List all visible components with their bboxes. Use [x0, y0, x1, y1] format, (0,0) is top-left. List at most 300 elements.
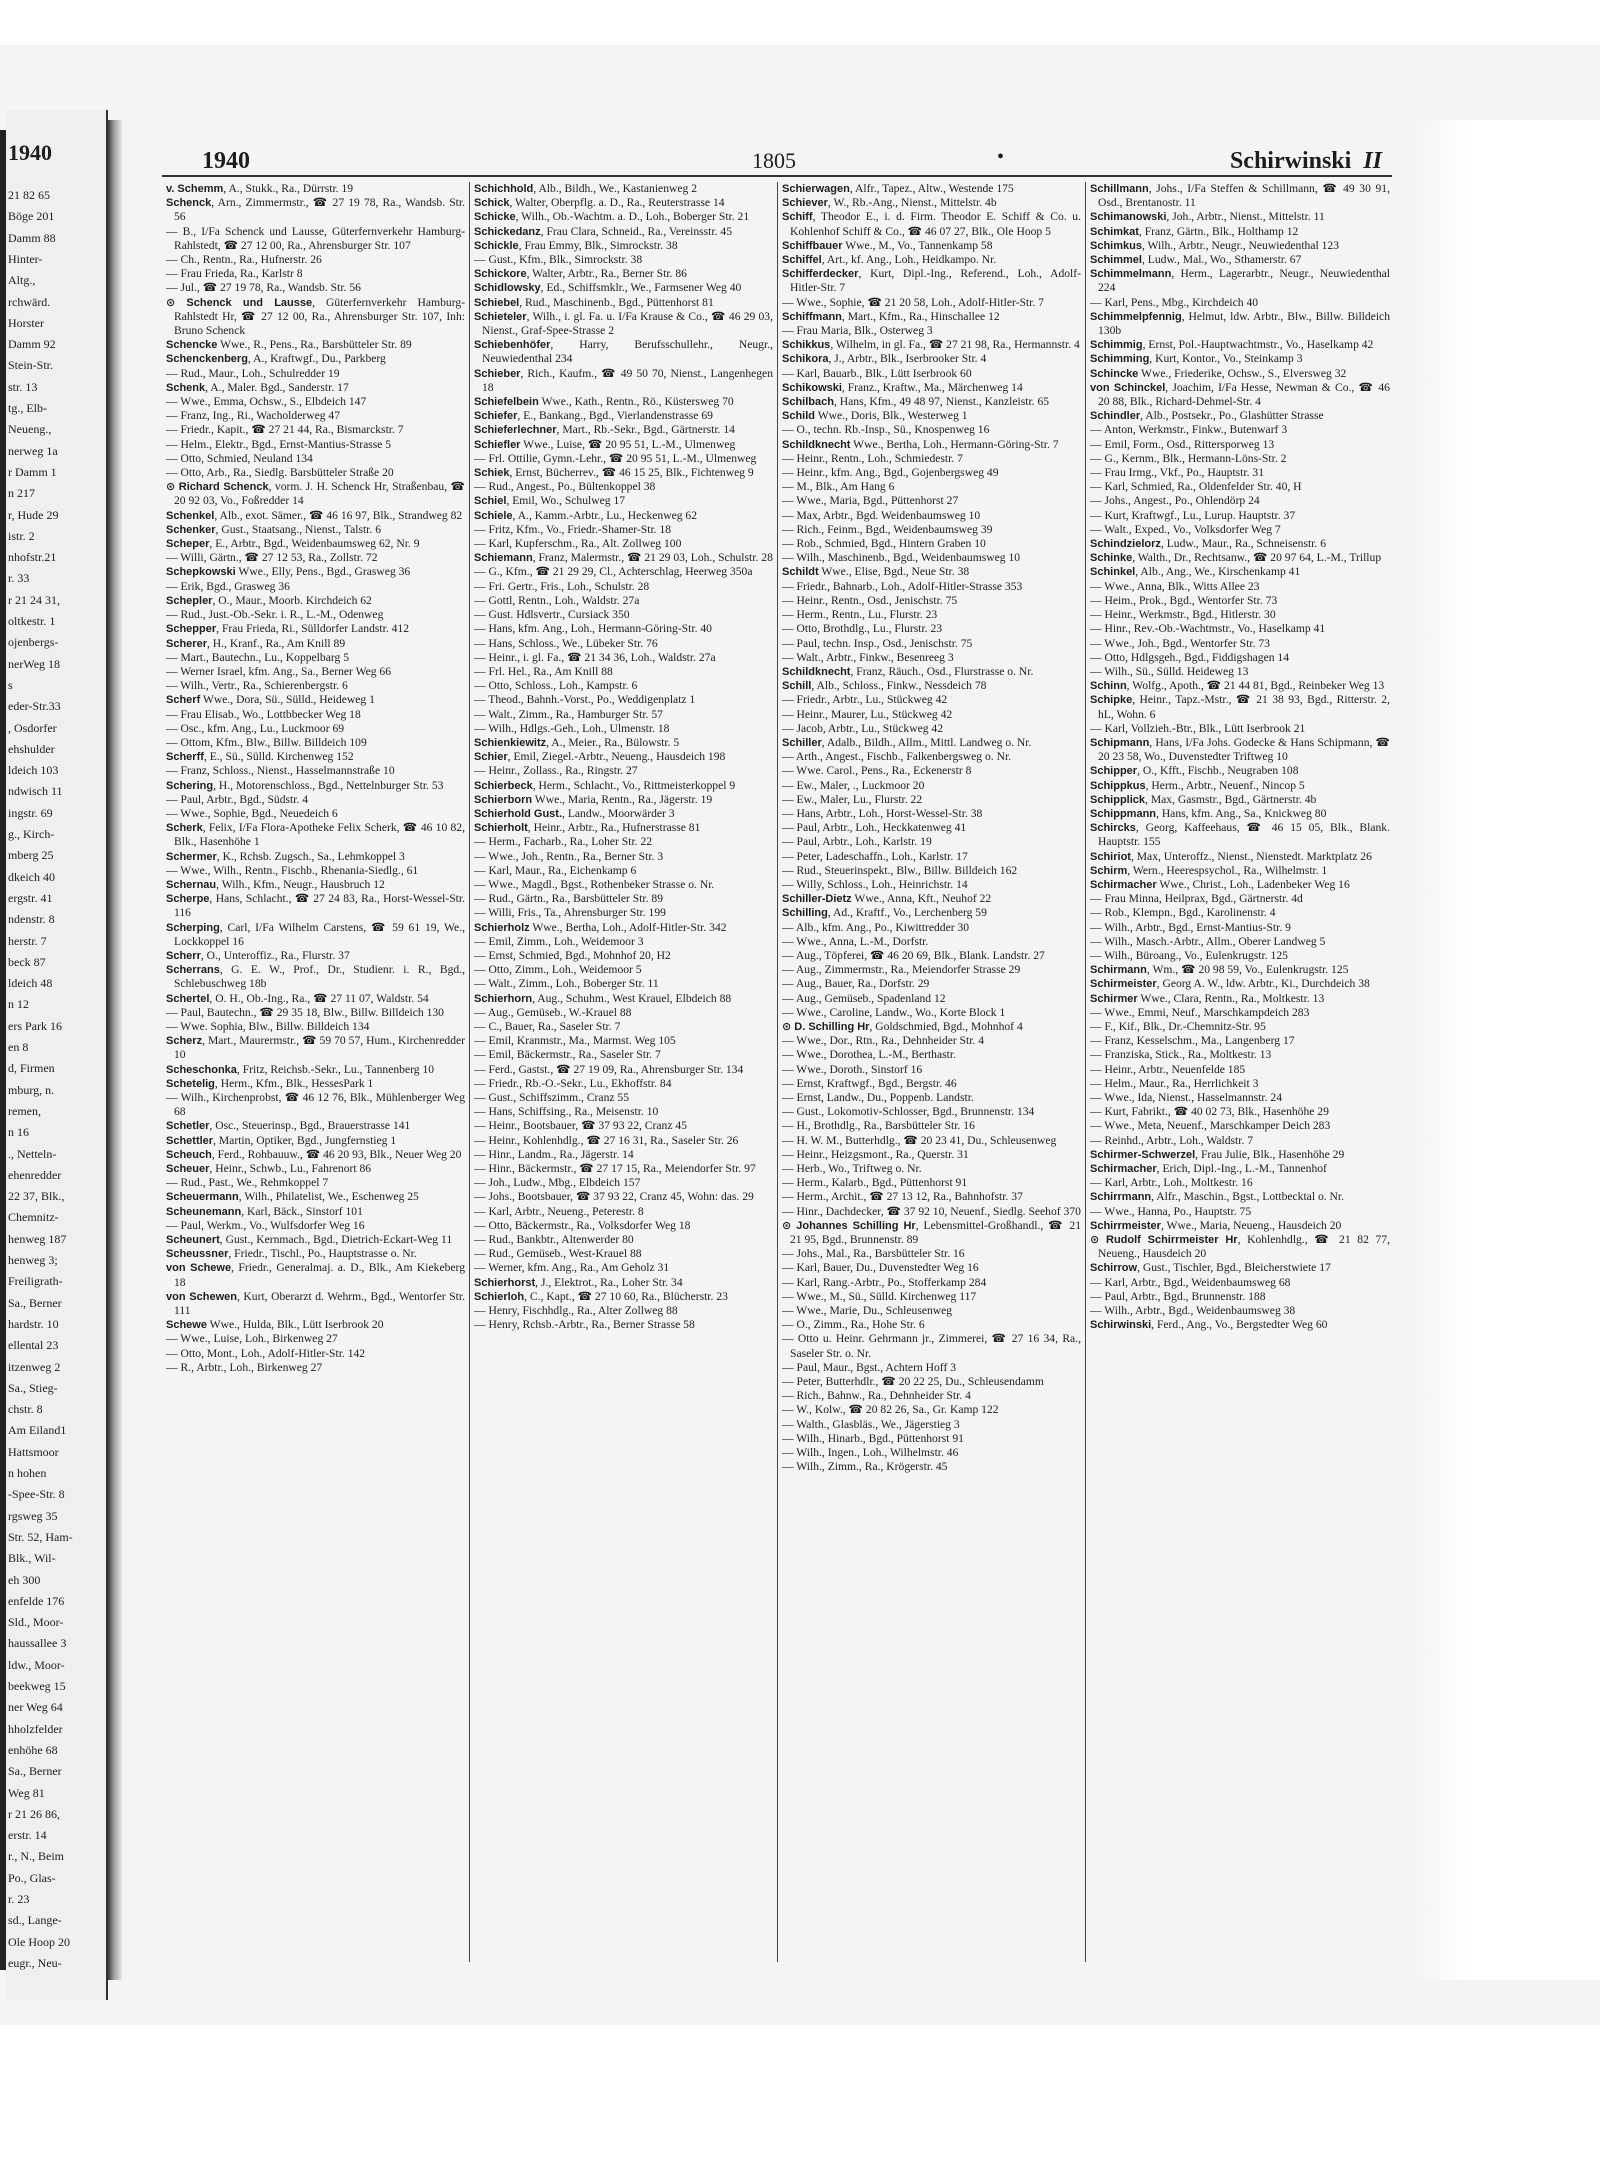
directory-entry: Schenkel, Alb., exot. Sämer., ☎ 46 16 97, Blk., Strandweg 82: [166, 508, 463, 522]
left-page-line: eh 300: [8, 1572, 41, 1587]
left-page-line: hardstr. 10: [8, 1316, 59, 1331]
directory-entry: ⊙ Rudolf Schirrmeister Hr, Kohlenhdlg., ☎ 21 82 77, Neueng., Hausdeich 20: [1090, 1233, 1390, 1261]
left-page-line: dkeich 40: [8, 869, 55, 884]
left-page-line: ., Netteln-: [8, 1146, 57, 1161]
directory-entry: — Wwe., Dorothea, L.-M., Berthastr.: [782, 1048, 956, 1062]
directory-entry: — Wwe., Dor., Rtn., Ra., Dehnheider Str. 4: [782, 1034, 985, 1048]
directory-entry: — Wwe., Magdl., Bgst., Rothenbeker Strasse o. Nr.: [474, 877, 715, 891]
left-page-line: ellental 23: [8, 1338, 59, 1353]
directory-entry: — Ottom, Kfm., Blw., Billw. Billdeich 109: [166, 735, 367, 749]
left-page-line: eugr., Neu-: [8, 1955, 62, 1970]
left-page-line: nerweg 1a: [8, 443, 58, 458]
directory-entry: Schiek, Ernst, Bücherrev., ☎ 46 15 25, Blk., Fichtenweg 9: [474, 466, 754, 480]
directory-entry: — Paul, Arbtr., Loh., Karlstr. 19: [782, 835, 932, 849]
directory-entry: Schild Wwe., Doris, Blk., Westerweg 1: [782, 409, 968, 423]
directory-entry: — Friedr., Kapit., ☎ 27 21 44, Ra., Bismarckstr. 7: [166, 423, 404, 437]
directory-entry: Scherer, H., Kranf., Ra., Am Knill 89: [166, 636, 346, 650]
left-page-line: hholzfelder: [8, 1721, 63, 1736]
directory-entry: ⊙ Richard Schenck, vorm. J. H. Schenck Hr, Straßenbau, ☎ 20 92 03, Vo., Foßredder 14: [166, 480, 465, 508]
directory-entry: — Karl, Arbtr., Neueng., Peterestr. 8: [474, 1204, 644, 1218]
left-page-line: , Osdorfer: [8, 720, 57, 735]
directory-entry: Schiffbauer Wwe., M., Vo., Tannenkamp 58: [782, 238, 993, 252]
directory-entry: — Jacob, Arbtr., Lu., Stückweg 42: [782, 721, 944, 735]
directory-entry: Scherpe, Hans, Schlacht., ☎ 27 24 83, Ra., Horst-Wessel-Str. 116: [166, 892, 465, 920]
left-page-line: ingstr. 69: [8, 805, 53, 820]
left-page-line: mberg 25: [8, 848, 54, 863]
directory-entry: — Wwe., Sophie, Bgd., Neuedeich 6: [166, 806, 338, 820]
directory-entry: — Heim., Prok., Bgd., Wentorfer Str. 73: [1090, 593, 1278, 607]
directory-entry: Scherz, Mart., Maurermstr., ☎ 59 70 57, Hum., Kirchenredder 10: [166, 1034, 465, 1062]
left-page-line: n 217: [8, 486, 35, 501]
directory-entry: Schimanowski, Joh., Arbtr., Nienst., Mittelstr. 11: [1090, 210, 1325, 224]
directory-entry: Scherping, Carl, I/Fa Wilhelm Carstens, ☎ 59 61 19, We., Lockkoppel 16: [166, 920, 465, 948]
directory-entry: — Hinr., Rev.-Ob.-Wachtmstr., Vo., Haselkamp 41: [1090, 622, 1326, 636]
directory-entry: — G., Kfm., ☎ 21 29 29, Cl., Achterschlag, Heerweg 350a: [474, 565, 753, 579]
directory-entry: Schikowski, Franz., Kraftw., Ma., Märchenweg 14: [782, 380, 1023, 394]
directory-entry: — Aug., Zimmermstr., Ra., Meiendorfer Strasse 29: [782, 963, 1021, 977]
left-page-line: haussallee 3: [8, 1636, 67, 1651]
left-page-line: Hattsmoor: [8, 1444, 59, 1459]
directory-entry: — Wilh., Ingen., Loh., Wilhelmstr. 46: [782, 1446, 959, 1460]
left-page-line: rchwärd.: [8, 294, 51, 309]
directory-entry: Scherff, E., Sü., Sülld. Kirchenweg 152: [166, 750, 354, 764]
directory-entry: Schieferlechner, Mart., Rb.-Sekr., Bgd., Gärtnerstr. 14: [474, 423, 735, 437]
directory-entry: Schippmann, Hans, kfm. Ang., Sa., Knickweg 80: [1090, 806, 1327, 820]
directory-entry: — Friedr., Bahnarb., Loh., Adolf-Hitler-Strasse 353: [782, 579, 1023, 593]
directory-entry: — Reinhd., Arbtr., Loh., Waldstr. 7: [1090, 1133, 1254, 1147]
directory-entry: — Wwe., Marie, Du., Schleusenweg: [782, 1304, 953, 1318]
directory-entry: — Rich., Bahnw., Ra., Dehnheider Str. 4: [782, 1389, 971, 1403]
directory-entry: Schewe Wwe., Hulda, Blk., Lütt Iserbrook 20: [166, 1318, 384, 1332]
left-page-line: ehenredder: [8, 1167, 62, 1182]
directory-entry: — Heinr., Rentn., Loh., Schmiedestr. 7: [782, 451, 963, 465]
directory-entry: Schertel, O. H., Ob.-Ing., Ra., ☎ 27 11 07, Waldstr. 54: [166, 991, 429, 1005]
directory-entry: Schimkat, Franz, Gärtn., Blk., Holthamp 12: [1090, 224, 1299, 238]
directory-entry: — Franz, Kesselschm., Ma., Langenberg 17: [1090, 1034, 1295, 1048]
left-page-line: Ole Hoop 20: [8, 1934, 70, 1949]
directory-entry: — Paul, Arbtr., Loh., Heckkatenweg 41: [782, 821, 967, 835]
directory-entry: — Wwe., Sophie, ☎ 21 20 58, Loh., Adolf-Hitler-Str. 7: [782, 295, 1044, 309]
directory-entry: Scheschonka, Fritz, Reichsb.-Sekr., Lu., Tannenberg 10: [166, 1062, 435, 1076]
directory-entry: — Walt., Exped., Vo., Volksdorfer Weg 7: [1090, 522, 1281, 536]
directory-entry: — Otto, Schloss., Loh., Kampstr. 6: [474, 679, 638, 693]
directory-entry: — Friedr., Rb.-O.-Sekr., Lu., Ekhoffstr. 84: [474, 1076, 672, 1090]
directory-entry: Schepler, O., Maur., Moorb. Kirchdeich 62: [166, 593, 372, 607]
directory-entry: Schipplick, Max, Gasmstr., Bgd., Gärtnerstr. 4b: [1090, 792, 1317, 806]
header-mark: •: [997, 146, 1005, 168]
directory-entry: — Wwe. Carol., Pens., Ra., Eckenerstr 8: [782, 764, 972, 778]
directory-entry: — Franz, Ing., Ri., Wacholderweg 47: [166, 409, 341, 423]
directory-entry: Scheunert, Gust., Kernmach., Bgd., Dietrich-Eckart-Weg 11: [166, 1233, 453, 1247]
directory-entry: — Paul, Bautechn., ☎ 29 35 18, Blw., Billw. Billdeich 130: [166, 1005, 444, 1019]
directory-entry: Schierloh, C., Kapt., ☎ 27 10 60, Ra., Blücherstr. 23: [474, 1289, 728, 1303]
directory-entry: Schindzielorz, Ludw., Maur., Ra., Schneisenstr. 6: [1090, 537, 1326, 551]
left-page-line: Damm 88: [8, 230, 56, 245]
left-page-line: Neueng.,: [8, 422, 52, 437]
directory-entry: — Rob., Schmied, Bgd., Hintern Graben 10: [782, 537, 986, 551]
directory-entry: — Wilh., Sü., Sülld. Heideweg 13: [1090, 664, 1249, 678]
directory-entry: — Rud., Gärtn., Ra., Barsbütteler Str. 89: [474, 892, 664, 906]
directory-entry: — Karl, Arbtr., Loh., Moltkestr. 16: [1090, 1176, 1253, 1190]
directory-entry: — Herm., Rentn., Lu., Flurstr. 23: [782, 608, 938, 622]
left-page-line: n 16: [8, 1125, 29, 1140]
directory-entry: — Mart., Bautechn., Lu., Koppelbarg 5: [166, 650, 349, 664]
directory-entry: — Wwe., Joh., Rentn., Ra., Berner Str. 3: [474, 849, 664, 863]
left-page-line: Blk., Wil-: [8, 1551, 56, 1566]
directory-entry: Schipke, Heinr., Tapz.-Mstr., ☎ 21 38 93, Bgd., Ritterstr. 2, hL, Wohn. 6: [1090, 693, 1390, 721]
directory-entry: Schiever, W., Rb.-Ang., Nienst., Mittelstr. 4b: [782, 196, 997, 210]
directory-entry: — Werner, kfm. Ang., Ra., Am Geholz 31: [474, 1261, 670, 1275]
directory-entry: — Wilh., Arbtr., Bgd., Ernst-Mantius-Str. 9: [1090, 920, 1291, 934]
directory-entry: ⊙ Johannes Schilling Hr, Lebensmittel-Großhandl., ☎ 21 21 95, Bgd., Brunnenstr. 89: [782, 1218, 1082, 1247]
directory-entry: Schiemann, Franz, Malermstr., ☎ 21 29 03, Loh., Schulstr. 28: [474, 551, 773, 565]
directory-entry: Scheper, E., Arbtr., Bgd., Weidenbaumsweg 62, Nr. 9: [166, 537, 420, 551]
directory-entry: Schildknecht Wwe., Bertha, Loh., Hermann-Göring-Str. 7: [782, 437, 1059, 451]
directory-entry: — Paul, Arbtr., Bgd., Brunnenstr. 188: [1090, 1289, 1266, 1303]
directory-entry: ⊙ Schenck und Lausse, Güterfernverkehr Hamburg-Rahlstedt Hr, ☎ 27 12 00, Ra., Ahrensburger Str. 107, Inh: Bruno Schenck: [166, 295, 466, 338]
left-page-fragment: [6, 110, 108, 2000]
directory-entry: Schirrmann, Alfr., Maschin., Bgst., Lottbecktal o. Nr.: [1090, 1190, 1345, 1204]
directory-entry: — Herm., Archit., ☎ 27 13 12, Ra., Bahnhofstr. 37: [782, 1190, 1023, 1204]
directory-entry: — Max, Arbtr., Bgd. Weidenbaumsweg 10: [782, 508, 981, 522]
directory-entry: Schichhold, Alb., Bildh., We., Kastanienweg 2: [474, 182, 698, 195]
directory-entry: — Herm., Kalarb., Bgd., Püttenhorst 91: [782, 1176, 968, 1190]
left-page-line: ers Park 16: [8, 1018, 62, 1033]
directory-entry: — Otto, Zimm., Loh., Weidemoor 5: [474, 963, 642, 977]
directory-entry: — Erik, Bgd., Grasweg 36: [166, 579, 290, 593]
directory-entry: Schindler, Alb., Postsekr., Po., Glashütter Strasse: [1090, 409, 1324, 423]
directory-entry: Schierbeck, Herm., Schlacht., Vo., Rittmeisterkoppel 9: [474, 778, 736, 792]
left-page-line: ner Weg 64: [8, 1700, 63, 1715]
directory-entry: Scherf Wwe., Dora, Sü., Sülld., Heideweg 1: [166, 693, 375, 707]
directory-entry: Schimmelmann, Herm., Lagerarbtr., Neugr., Neuwiedenthal 224: [1090, 267, 1390, 295]
directory-entry: — Kurt, Fabrikt., ☎ 40 02 73, Blk., Hasenhöhe 29: [1090, 1105, 1329, 1119]
directory-entry: — Rud., Past., We., Rehmkoppel 7: [166, 1176, 329, 1190]
left-page-line: ergstr. 41: [8, 890, 53, 905]
directory-entry: — Frau Frieda, Ra., Karlstr 8: [166, 267, 303, 281]
left-page-line: Altg.,: [8, 273, 36, 288]
directory-entry: Schick, Walter, Oberpflg. a. D., Ra., Reuterstrasse 14: [474, 196, 725, 210]
left-page-line: ojenbergs-: [8, 635, 59, 650]
directory-entry: — Ferd., Gastst., ☎ 27 19 09, Ra., Ahrensburger Str. 134: [474, 1062, 744, 1076]
left-page-line: mburg, n.: [8, 1082, 55, 1097]
directory-entry: — Heinr., Rentn., Osd., Jenischstr. 75: [782, 593, 958, 607]
directory-entry: — Jul., ☎ 27 19 78, Ra., Wandsb. Str. 56: [166, 281, 361, 295]
directory-entry: Scheunemann, Karl, Bäck., Sinstorf 101: [166, 1204, 363, 1218]
directory-entry: — Gust., Kfm., Blk., Simrockstr. 38: [474, 253, 643, 267]
directory-entry: — Helm., Elektr., Bgd., Ernst-Mantius-Strasse 5: [166, 437, 392, 451]
directory-entry: — Heinr., kfm. Ang., Bgd., Gojenbergsweg 49: [782, 466, 999, 480]
directory-entry: Schierhorn, Aug., Schuhm., West Krauel, Elbdeich 88: [474, 991, 732, 1005]
left-page-line: ldeich 48: [8, 976, 53, 991]
directory-entry: — Wilh., Hdlgs.-Geh., Loh., Ulmenstr. 18: [474, 721, 670, 735]
directory-entry: — Herb., Wo., Triftweg o. Nr.: [782, 1162, 922, 1176]
directory-entry: Schinkel, Alb., Ang., We., Kirschenkamp 41: [1090, 565, 1301, 579]
directory-entry: Scheuch, Ferd., Rohbauuw., ☎ 46 20 93, Blk., Neuer Weg 20: [166, 1147, 462, 1161]
book-spine: [108, 120, 122, 1980]
directory-entry: Schiff, Theodor E., i. d. Firm. Theodor E. Schiff & Co. u. Kohlenhof Schiff & Co., ☎ 46 07 27, Blk., Ole Hoop 5: [782, 210, 1081, 238]
directory-entry: — Friedr., Arbtr., Lu., Stückweg 42: [782, 693, 948, 707]
directory-entry: Schimming, Kurt, Kontor., Vo., Steinkamp 3: [1090, 352, 1303, 366]
directory-entry: — Wwe. Sophia, Blw., Billw. Billdeich 134: [166, 1019, 370, 1033]
directory-entry: — Ernst, Schmied, Bgd., Mohnhof 20, H2: [474, 948, 671, 962]
directory-entry: Schier, Emil, Ziegel.-Arbtr., Neueng., Hausdeich 198: [474, 750, 726, 764]
directory-entry: Schicke, Wilh., Ob.-Wachtm. a. D., Loh., Boberger Str. 21: [474, 210, 750, 224]
directory-entry: Schetler, Osc., Steuerinsp., Bgd., Brauerstrasse 141: [166, 1119, 411, 1133]
left-page-line: r. 23: [8, 1892, 30, 1906]
directory-entry: — Wwe., Anna, Blk., Witts Allee 23: [1090, 579, 1260, 593]
directory-entry: — M., Blk., Am Hang 6: [782, 480, 895, 494]
directory-entry: — Heinr., Heizgsmont., Ra., Querstr. 31: [782, 1147, 969, 1161]
directory-entry: — Ew., Maler, ., Luckmoor 20: [782, 778, 925, 792]
left-page-line: eder-Str.33: [8, 699, 61, 714]
directory-entry: — Paul, Werkm., Vo., Wulfsdorfer Weg 16: [166, 1218, 365, 1232]
left-page-line: enfelde 176: [8, 1593, 65, 1608]
directory-entry: — Peter, Ladeschaffn., Loh., Karlstr. 17: [782, 849, 968, 863]
directory-entry: Schenck, Arn., Zimmermstr., ☎ 27 19 78, Ra., Wandsb. Str. 56: [166, 196, 465, 224]
directory-entry: — Frl. Hel., Ra., Am Knill 88: [474, 664, 613, 678]
directory-entry: Schencke Wwe., R., Pens., Ra., Barsbütteler Str. 89: [166, 338, 412, 352]
directory-entry: Scheuer, Heinr., Schwb., Lu., Fahrenort 86: [166, 1162, 372, 1176]
directory-entry: — Wwe., Maria, Bgd., Püttenhorst 27: [782, 494, 959, 508]
directory-entry: Schirrow, Gust., Tischler, Bgd., Bleicherstwiete 17: [1090, 1261, 1331, 1275]
directory-entry: — Otto, Arb., Ra., Siedlg. Barsbütteler Straße 20: [166, 466, 394, 480]
directory-entry: — Wilh., Maschinenb., Bgd., Weidenbaumsweg 10: [782, 551, 1021, 565]
directory-entry: — Henry, Fischhdlg., Ra., Alter Zollweg 88: [474, 1304, 678, 1318]
directory-entry: — Karl, Bauarb., Blk., Lütt Iserbrook 60: [782, 366, 972, 380]
left-page-line: herstr. 7: [8, 933, 47, 948]
left-page-line: 22 37, Blk.,: [8, 1189, 65, 1204]
left-page-line: Freiligrath-: [8, 1274, 63, 1289]
left-page-line: Sa., Stieg-: [8, 1380, 58, 1395]
directory-entry: — C., Bauer, Ra., Saseler Str. 7: [474, 1019, 621, 1033]
directory-entry: Schienkiewitz, A., Meier., Ra., Bülowstr. 5: [474, 735, 680, 749]
directory-entry: — Peter, Butterhdlr., ☎ 20 22 25, Du., Schleusendamm: [782, 1375, 1044, 1389]
page-number: 1805: [752, 148, 796, 173]
directory-entry: Schircks, Georg, Kaffeehaus, ☎ 46 15 05, Blk., Blank. Hauptstr. 155: [1090, 821, 1390, 849]
left-page-line: Po., Glas-: [8, 1870, 56, 1885]
directory-entry: — Paul, Maur., Bgst., Achtern Hoff 3: [782, 1360, 957, 1374]
directory-entry: Schepkowski Wwe., Elly, Pens., Bgd., Grasweg 36: [166, 565, 411, 579]
left-page-line: ldw., Moor-: [8, 1657, 65, 1672]
left-page-line: d, Firmen: [8, 1061, 55, 1076]
directory-entry: — W., Kolw., ☎ 20 82 26, Sa., Gr. Kamp 122: [782, 1403, 999, 1417]
directory-entry: Schilling, Ad., Kraftf., Vo., Lerchenberg 59: [782, 906, 987, 920]
directory-entry: Scheuermann, Wilh., Philatelist, We., Eschenweg 25: [166, 1190, 419, 1204]
directory-entry: Schenker, Gust., Staatsang., Nienst., Talstr. 6: [166, 522, 381, 536]
directory-entry: Schinke, Walth., Dr., Rechtsanw., ☎ 20 97 64, L.-M., Trillup: [1090, 551, 1382, 565]
directory-entry: Schepper, Frau Frieda, Ri., Sülldorfer Landstr. 412: [166, 622, 410, 636]
directory-entry: Schettler, Martin, Optiker, Bgd., Jungfernstieg 1: [166, 1133, 397, 1147]
directory-entry: von Schinckel, Joachim, I/Fa Hesse, Newman & Co., ☎ 46 20 88, Blk., Richard-Dehmel-Str. 4: [1090, 380, 1390, 409]
directory-entry: Schilbach, Hans, Kfm., 49 48 97, Nienst., Kanzleistr. 65: [782, 395, 1050, 409]
left-page-line: rgsweg 35: [8, 1508, 58, 1523]
directory-entry: — Paul, techn. Insp., Osd., Jenischstr. 75: [782, 636, 973, 650]
page-section: II: [1363, 148, 1382, 174]
directory-entry: Schiefler Wwe., Luise, ☎ 20 95 51, L.-M., Ulmenweg: [474, 437, 736, 451]
left-page-line: Chemnitz-: [8, 1210, 59, 1225]
directory-entry: Schirmer-Schwerzel, Frau Julie, Blk., Hasenhöhe 29: [1090, 1147, 1345, 1161]
directory-entry: — Johs., Bootsbauer, ☎ 37 93 22, Cranz 45, Wohn: das. 29: [474, 1190, 754, 1204]
directory-entry: Schering, H., Motorenschloss., Bgd., Nettelnburger Str. 53: [166, 778, 444, 792]
page-title-name: Schirwinski: [1229, 148, 1352, 174]
directory-entry: — Gust., Schiffszimm., Cranz 55: [474, 1091, 629, 1104]
directory-entry: Schirwinski, Ferd., Ang., Vo., Bergstedter Weg 60: [1090, 1318, 1328, 1332]
directory-entry: — Kurt, Kraftwgf., Lu., Lurup. Hauptstr. 37: [1090, 508, 1296, 522]
left-page-year: 1940: [8, 140, 52, 165]
directory-entry: — Frau Irmg., Vkf., Po., Hauptstr. 31: [1090, 466, 1265, 480]
directory-entry: — G., Kernm., Blk., Hermann-Löns-Str. 2: [1090, 451, 1287, 465]
left-page-line: tg., Elb-: [8, 401, 47, 415]
directory-entry: — Walt., Arbtr., Finkw., Besenreeg 3: [782, 650, 954, 664]
directory-entry: — Hinr., Dachdecker, ☎ 37 92 10, Neuenf., Siedlg. Seehof 370: [782, 1204, 1081, 1218]
directory-entry: Schetelig, Herm., Kfm., Blk., HessesPark 1: [166, 1076, 374, 1090]
directory-entry: — Wwe., M., Sü., Sülld. Kirchenweg 117: [782, 1289, 977, 1303]
left-page-line: Hinter-: [8, 251, 43, 266]
directory-entry: Schipper, O., Kfft., Fischb., Neugraben 108: [1090, 764, 1299, 778]
directory-entry: — Wwe., Emmi, Neuf., Marschkampdeich 283: [1090, 1005, 1310, 1019]
directory-columns: [162, 182, 1394, 1962]
directory-entry: — H., Brothdlg., Ra., Barsbütteler Str. 16: [782, 1119, 975, 1133]
directory-entry: — Otto, Schmied, Neuland 134: [166, 451, 313, 465]
directory-entry: — Henry, Rchsb.-Arbtr., Ra., Berner Strasse 58: [474, 1318, 695, 1332]
directory-entry: Schimmig, Ernst, Pol.-Hauptwachtmstr., Vo., Haselkamp 42: [1090, 338, 1374, 352]
directory-entry: — Alb., kfm. Ang., Po., Kiwittredder 30: [782, 920, 970, 934]
directory-entry: — Wilh., Arbtr., Bgd., Weidenbaumsweg 38: [1090, 1304, 1296, 1318]
left-page-line: oltkestr. 1: [8, 614, 56, 628]
left-page-line: s: [8, 677, 13, 692]
directory-entry: — Frau Minna, Heilprax, Bgd., Gärtnerstr. 4d: [1090, 892, 1303, 906]
directory-entry: Schirmeister, Georg A. W., ldw. Arbtr., Ki., Durchdeich 38: [1090, 977, 1370, 991]
directory-entry: Schippkus, Herm., Arbtr., Neuenf., Nincop 5: [1090, 778, 1305, 792]
directory-entry: Schillmann, Johs., I/Fa Steffen & Schillmann, ☎ 49 30 91, Osd., Brentanostr. 11: [1090, 182, 1390, 210]
directory-entry: Schierholt, Heinr., Arbtr., Ra., Hufnerstrasse 81: [474, 821, 701, 835]
column-3: [778, 182, 1086, 1962]
directory-entry: — Wwe., Doroth., Sinstorf 16: [782, 1062, 923, 1076]
directory-entry: — Otto, Mont., Loh., Adolf-Hitler-Str. 142: [166, 1346, 366, 1360]
directory-entry: Schenckenberg, A., Kraftwgf., Du., Parkberg: [166, 352, 386, 366]
directory-entry: — Karl, Vollzieh.-Btr., Blk., Lütt Iserbrook 21: [1090, 721, 1306, 735]
directory-entry: — Ernst, Landw., Du., Poppenb. Landstr.: [782, 1091, 974, 1104]
directory-entry: — Ernst, Kraftwgf., Bgd., Bergstr. 46: [782, 1076, 957, 1090]
directory-entry: Schiller, Adalb., Bildh., Allm., Mittl. Landweg o. Nr.: [782, 735, 1032, 749]
directory-entry: — Rud., Bankbtr., Altenwerder 80: [474, 1233, 634, 1247]
directory-entry: Schierholz Wwe., Bertha, Loh., Adolf-Hitler-Str. 342: [474, 920, 727, 934]
directory-entry: Schierborn Wwe., Maria, Rentn., Ra., Jägerstr. 19: [474, 792, 713, 806]
directory-entry: — Heinr., Kohlenhdlg., ☎ 27 16 31, Ra., Saseler Str. 26: [474, 1133, 739, 1147]
directory-entry: Schiele, A., Kamm.-Arbtr., Lu., Heckenweg 62: [474, 508, 698, 522]
left-page-line: nerWeg 18: [8, 656, 61, 671]
directory-entry: Scherrans, G. E. W., Prof., Dr., Studienr. i. R., Bgd., Schlebuschweg 18b: [166, 963, 465, 991]
directory-entry: — Wilh., Büroang., Vo., Eulenkrugstr. 125: [1090, 948, 1288, 962]
left-page-line: nhofstr.21: [8, 550, 57, 565]
column-2: [470, 182, 778, 1962]
directory-entry: — Johs., Mal., Ra., Barsbütteler Str. 16: [782, 1247, 965, 1261]
left-page-line: beck 87: [8, 954, 46, 969]
directory-entry: — Gust. Hdlsvertr., Cursiack 350: [474, 608, 630, 622]
left-page-line: str. 13: [8, 379, 38, 394]
directory-entry: — Rich., Feinm., Bgd., Weidenbaumsweg 39: [782, 522, 993, 536]
directory-entry: — H. W. M., Butterhdlg., ☎ 20 23 41, Du., Schleusenweg: [782, 1133, 1057, 1147]
left-page-line: remen,: [8, 1103, 41, 1118]
directory-entry: — Franz, Schloss., Nienst., Hasselmannstraße 10: [166, 764, 395, 778]
directory-entry: — Aug., Töpferei, ☎ 46 20 69, Blk., Blank. Landstr. 27: [782, 948, 1045, 962]
directory-entry: Schickedanz, Frau Clara, Schneid., Ra., Vereinsstr. 45: [474, 224, 733, 238]
directory-entry: Schimmel, Ludw., Mal., Wo., Sthamerstr. 67: [1090, 253, 1302, 267]
directory-entry: Schierwagen, Alfr., Tapez., Altw., Westende 175: [782, 182, 1014, 195]
directory-entry: — Rud., Angest., Po., Bültenkoppel 38: [474, 480, 656, 494]
header-rule: [162, 175, 1392, 177]
directory-entry: — Anton, Werkmstr., Finkw., Butenwarf 3: [1090, 423, 1288, 437]
directory-entry: — Theod., Bahnh.-Vorst., Po., Weddigenplatz 1: [474, 693, 696, 707]
directory-entry: — Rob., Klempn., Bgd., Karolinenstr. 4: [1090, 906, 1276, 920]
left-page-line: itzenweg 2: [8, 1359, 61, 1374]
directory-entry: — Hans, Schiffsing., Ra., Meisenstr. 10: [474, 1105, 659, 1119]
left-page-line: en 8: [8, 1040, 29, 1054]
directory-entry: — Gottl, Rentn., Loh., Waldstr. 27a: [474, 593, 640, 607]
left-page-line: enhöhe 68: [8, 1742, 58, 1757]
directory-entry: — Karl, Maur., Ra., Eichenkamp 6: [474, 863, 637, 877]
directory-entry: — Johs., Angest., Po., Ohlendörp 24: [1090, 494, 1260, 508]
directory-entry: Scheussner, Friedr., Tischl., Po., Hauptstrasse o. Nr.: [166, 1247, 417, 1261]
directory-entry: — Ew., Maler, Lu., Flurstr. 22: [782, 792, 923, 806]
directory-entry: Schierhorst, J., Elektrot., Ra., Loher Str. 34: [474, 1275, 683, 1289]
directory-entry: Scherk, Felix, I/Fa Flora-Apotheke Felix Scherk, ☎ 46 10 82, Blk., Hasenhöhe 1: [166, 821, 465, 849]
directory-entry: — Wwe., Anna, L.-M., Dorfstr.: [782, 934, 929, 948]
left-page-line: istr. 2: [8, 528, 35, 543]
directory-entry: Scherr, O., Unteroffiz., Ra., Flurstr. 37: [166, 948, 350, 962]
directory-entry: Schiffel, Art., kf. Ang., Loh., Heidkampo. Nr.: [782, 253, 997, 267]
directory-entry: — Wwe., Wilh., Rentn., Fischb., Rhenania-Siedlg., 61: [166, 863, 419, 877]
directory-entry: — O., techn. Rb.-Insp., Sü., Knospenweg 16: [782, 423, 990, 437]
directory-entry: — Otto, Hdlgsgeh., Bgd., Fiddigshagen 14: [1090, 650, 1290, 664]
directory-entry: Schiffmann, Mart., Kfm., Ra., Hinschallee 12: [782, 309, 1000, 323]
left-page-line: sd., Lange-: [8, 1913, 62, 1928]
directory-entry: — Willi, Gärtn., ☎ 27 12 53, Ra., Zollstr. 72: [166, 551, 378, 565]
left-page-line: henweg 3;: [8, 1253, 58, 1267]
directory-entry: — Karl, Pens., Mbg., Kirchdeich 40: [1090, 295, 1259, 309]
directory-page: [122, 120, 1412, 1980]
directory-entry: Schieber, Rich., Kaufm., ☎ 49 50 70, Nienst., Langenhegen 18: [474, 366, 773, 394]
directory-entry: Schincke Wwe., Friederike, Ochsw., S., Elversweg 32: [1090, 366, 1347, 380]
directory-entry: Schenk, A., Maler. Bgd., Sanderstr. 17: [166, 380, 349, 394]
directory-entry: — Emil, Zimm., Loh., Weidemoor 3: [474, 934, 644, 948]
directory-entry: Schirmer Wwe., Clara, Rentn., Ra., Moltkestr. 13: [1090, 991, 1325, 1005]
directory-entry: Schieteler, Wilh., i. gl. Fa. u. I/Fa Krause & Co., ☎ 46 29 03, Nienst., Graf-Spee-Strasse 2: [474, 309, 773, 338]
directory-entry: — Wwe., Joh., Bgd., Wentorfer Str. 73: [1090, 636, 1270, 650]
directory-entry: Schill, Alb., Schloss., Finkw., Nessdeich 78: [782, 679, 987, 693]
directory-entry: — Wwe., Luise, Loh., Birkenweg 27: [166, 1332, 338, 1346]
left-page-line: Sa., Berner: [8, 1764, 62, 1779]
directory-entry: — Wilh., Hinarb., Bgd., Püttenhorst 91: [782, 1431, 964, 1445]
left-page-line: Damm 92: [8, 337, 56, 352]
directory-entry: — Wwe., Hanna, Po., Hauptstr. 75: [1090, 1204, 1252, 1218]
directory-entry: Schildt Wwe., Elise, Bgd., Neue Str. 38: [782, 565, 970, 579]
directory-entry: Schipmann, Hans, I/Fa Johs. Godecke & Hans Schipmann, ☎ 20 23 58, Wo., Duvenstedter Triftweg 10: [1090, 735, 1390, 764]
directory-entry: — Hinr., Bäckermstr., ☎ 27 17 15, Ra., Meiendorfer Str. 97: [474, 1162, 756, 1176]
directory-entry: — Wwe., Ida, Nienst., Hasselmannstr. 24: [1090, 1091, 1283, 1104]
directory-entry: — Wilh., Kirchenprobst, ☎ 46 12 76, Blk., Mühlenberger Weg 68: [166, 1091, 465, 1119]
directory-entry: — Franziska, Stick., Ra., Moltkestr. 13: [1090, 1048, 1272, 1062]
directory-entry: — Otto, Brothdlg., Lu., Flurstr. 23: [782, 622, 943, 636]
page-year: 1940: [202, 148, 250, 174]
left-page-line: ndenstr. 8: [8, 912, 55, 927]
directory-entry: Schikkus, Wilhelm, in gl. Fa., ☎ 27 21 98, Ra., Hermannstr. 4: [782, 338, 1080, 352]
left-page-line: Weg 81: [8, 1785, 45, 1800]
directory-entry: v. Schemm, A., Stukk., Ra., Dürrstr. 19: [166, 182, 354, 195]
directory-entry: — Hans, Arbtr., Loh., Horst-Wessel-Str. 38: [782, 806, 983, 820]
directory-entry: — Aug., Gemüseb., Spadenland 12: [782, 991, 946, 1005]
